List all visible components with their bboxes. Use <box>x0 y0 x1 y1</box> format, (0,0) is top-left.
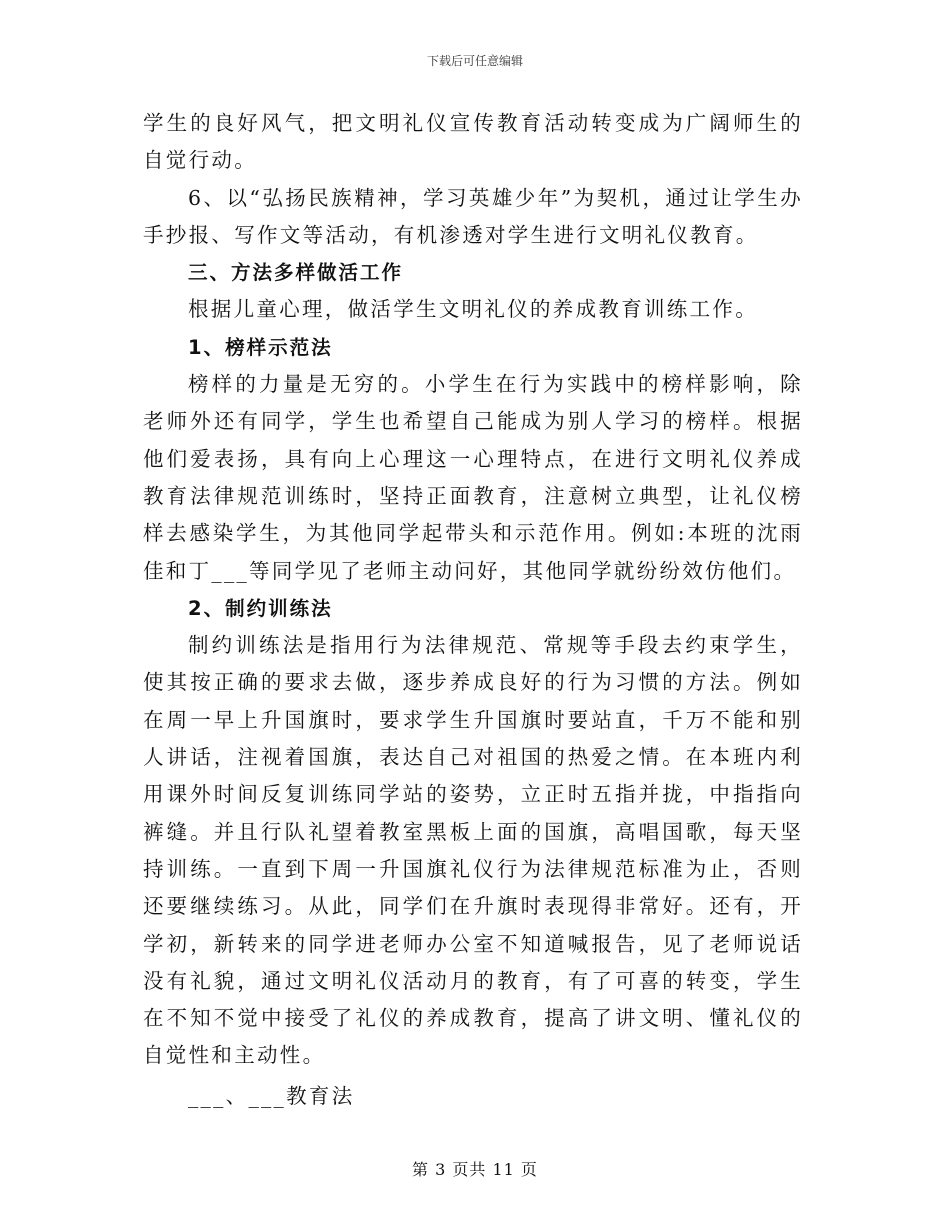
paragraph-education-method: ___、___教育法 <box>188 1083 355 1108</box>
paragraph-role-model: 榜样的力量是无穷的。小学生在行为实践中的榜样影响，除老师外还有同学，学生也希望自己能成为别人学习的榜样。根据他们爱表扬，具有向上心理这一心理特点，在进行文明礼仪养成教育法律规范训练时，坚持正面教育，注意树立典型，让礼仪榜样去感染学生，为其他同学起带头和示范作用。例如:本班的沈雨佳和丁___等同学见了老师主动问好，其他同学就纷纷效仿他们。 <box>143 372 803 583</box>
page-number: 第 3 页共 11 页 <box>412 1160 538 1179</box>
paragraph-item-6: 6、以“弘扬民族精神，学习英雄少年”为契机，通过让学生办手抄报、写作文等活动，有机渗透对学生进行文明礼仪教育。 <box>143 185 803 247</box>
subheading-role-model: 1、榜样示范法 <box>188 335 333 359</box>
paragraph-continuation: 学生的良好风气，把文明礼仪宣传教育活动转变成为广阔师生的自觉行动。 <box>143 111 803 173</box>
paragraph-constraint-training: 制约训练法是指用行为法律规范、常规等手段去约束学生，使其按正确的要求去做，逐步养成良好的行为习惯的方法。例如在周一早上升国旗时，要求学生升国旗时要站直，千万不能和别人讲话，注视着国旗，表达自己对祖国的热爱之情。在本班内利用课外时间反复训练同学站的姿势，立正时五指并拢，中指指向裤缝。并且行队礼望着教室黑板上面的国旗，高唱国歌，每天坚持训练。一直到下周一升国旗礼仪行为法律规范标准为止，否则还要继续练习。从此，同学们在升旗时表现得非常好。还有，开学初，新转来的同学进老师办公室不知道喊报告，见了老师说话没有礼貌，通过文明礼仪活动月的教育，有了可喜的转变，学生在不知不觉中接受了礼仪的养成教育，提高了讲文明、懂礼仪的自觉性和主动性。 <box>143 633 803 1068</box>
document-body <box>143 105 803 1115</box>
paragraph-intro: 根据儿童心理，做活学生文明礼仪的养成教育训练工作。 <box>188 297 758 322</box>
subheading-constraint-training: 2、制约训练法 <box>188 596 333 620</box>
page-header-note: 下载后可任意编辑 <box>426 54 523 68</box>
section-heading-3: 三、方法多样做活工作 <box>188 261 404 285</box>
